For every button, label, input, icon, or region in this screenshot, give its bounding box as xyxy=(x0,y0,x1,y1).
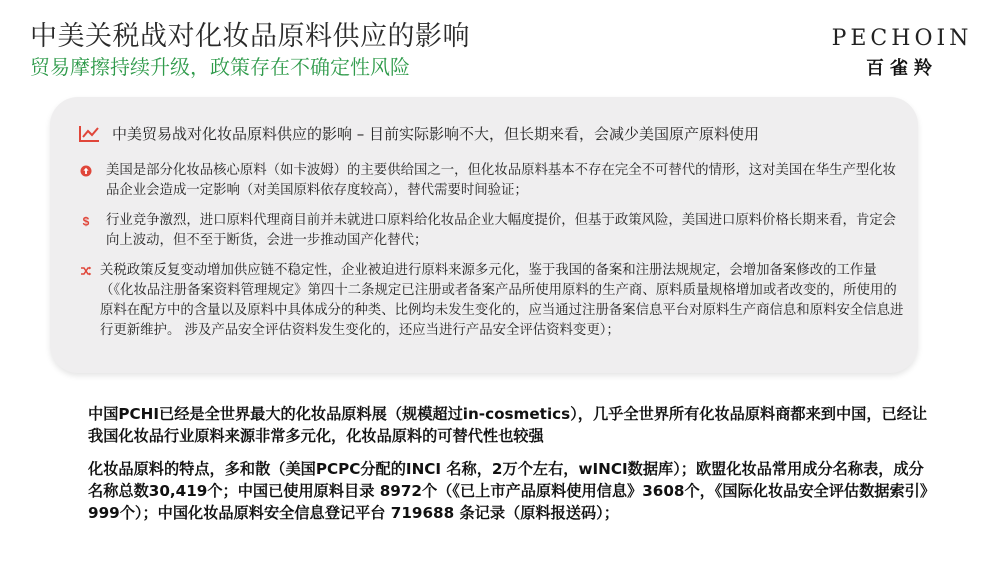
list-item xyxy=(80,211,908,251)
page-subtitle: 贸易摩擦持续升级，政策存在不确定性风险 xyxy=(30,55,410,79)
summary-paragraph-1: 中国PCHI已经是全世界最大的化妆品原料展（规模超过in-cosmetics），几乎全世界所有化妆品原料商都来到中国，已经让我国化妆品行业原料来源非常多元化，化妆品原料的可替代性也较强 xyxy=(88,405,928,445)
point-text: 行业竞争激烈，进口原料代理商目前并未就进口原料给化妆品企业大幅度提价，但基于政策风险，美国进口原料价格长期来看，肯定会向上波动，但不至于断货，会进一步推动国产化替代； xyxy=(106,213,897,248)
impact-panel xyxy=(50,97,918,373)
trend-chart-icon xyxy=(78,125,100,143)
list-item xyxy=(80,261,908,341)
upload-icon xyxy=(80,165,92,177)
dollar-icon xyxy=(80,215,92,227)
svg-text:$: $ xyxy=(82,215,90,227)
panel-heading xyxy=(78,123,908,144)
brand-name-cn: 百雀羚 xyxy=(866,58,938,79)
point-text: 美国是部分化妆品核心原料（如卡波姆）的主要供给国之一，但化妆品原料基本不存在完全不可替代的情形，这对美国在华生产型化妆品企业会造成一定影响（对美国原料依存度较高），替代需要时间验证； xyxy=(106,163,897,198)
panel-heading-text: 中美贸易战对化妆品原料供应的影响 – 目前实际影响不大，但长期来看，会减少美国原产原料使用 xyxy=(112,125,760,143)
summary-paragraph-2: 化妆品原料的特点，多和散（美国PCPC分配的INCI 名称，2万个左右，wINCI数据库）；欧盟化妆品常用成分名称表，成分名称总数30,419个；中国已使用原料目录 8972个（《已上市产品原料使用信息》3608个，《国际化妆品安全评估数据索引》999个）；中国化妆品原料安全信息登记平台 719688 条记录（原料报送码）； xyxy=(88,460,928,522)
brand-name-en: PECHOIN xyxy=(831,26,973,51)
list-item xyxy=(80,161,908,201)
point-text: 关税政策反复变动增加供应链不稳定性，企业被迫进行原料来源多元化，鉴于我国的备案和注册法规规定，会增加备案修改的工作量（《化妆品注册备案资料管理规定》第四十二条规定已注册或者备案产品所使用原料的生产商、原料质量规格增加或者改变的，所使用的原料在配方中的含量以及原料中具体成分的种类、比例均未发生变化的，应当通过注册备案信息平台对原料生产商信息和原料安全信息进行更新维护。 涉及产品安全评估资料发生变化的，还应当进行产品安全评估资料变更）； xyxy=(100,263,904,338)
brand-logo xyxy=(822,26,982,82)
page-title: 中美关税战对化妆品原料供应的影响 xyxy=(30,21,470,52)
shuffle-icon xyxy=(80,265,92,277)
